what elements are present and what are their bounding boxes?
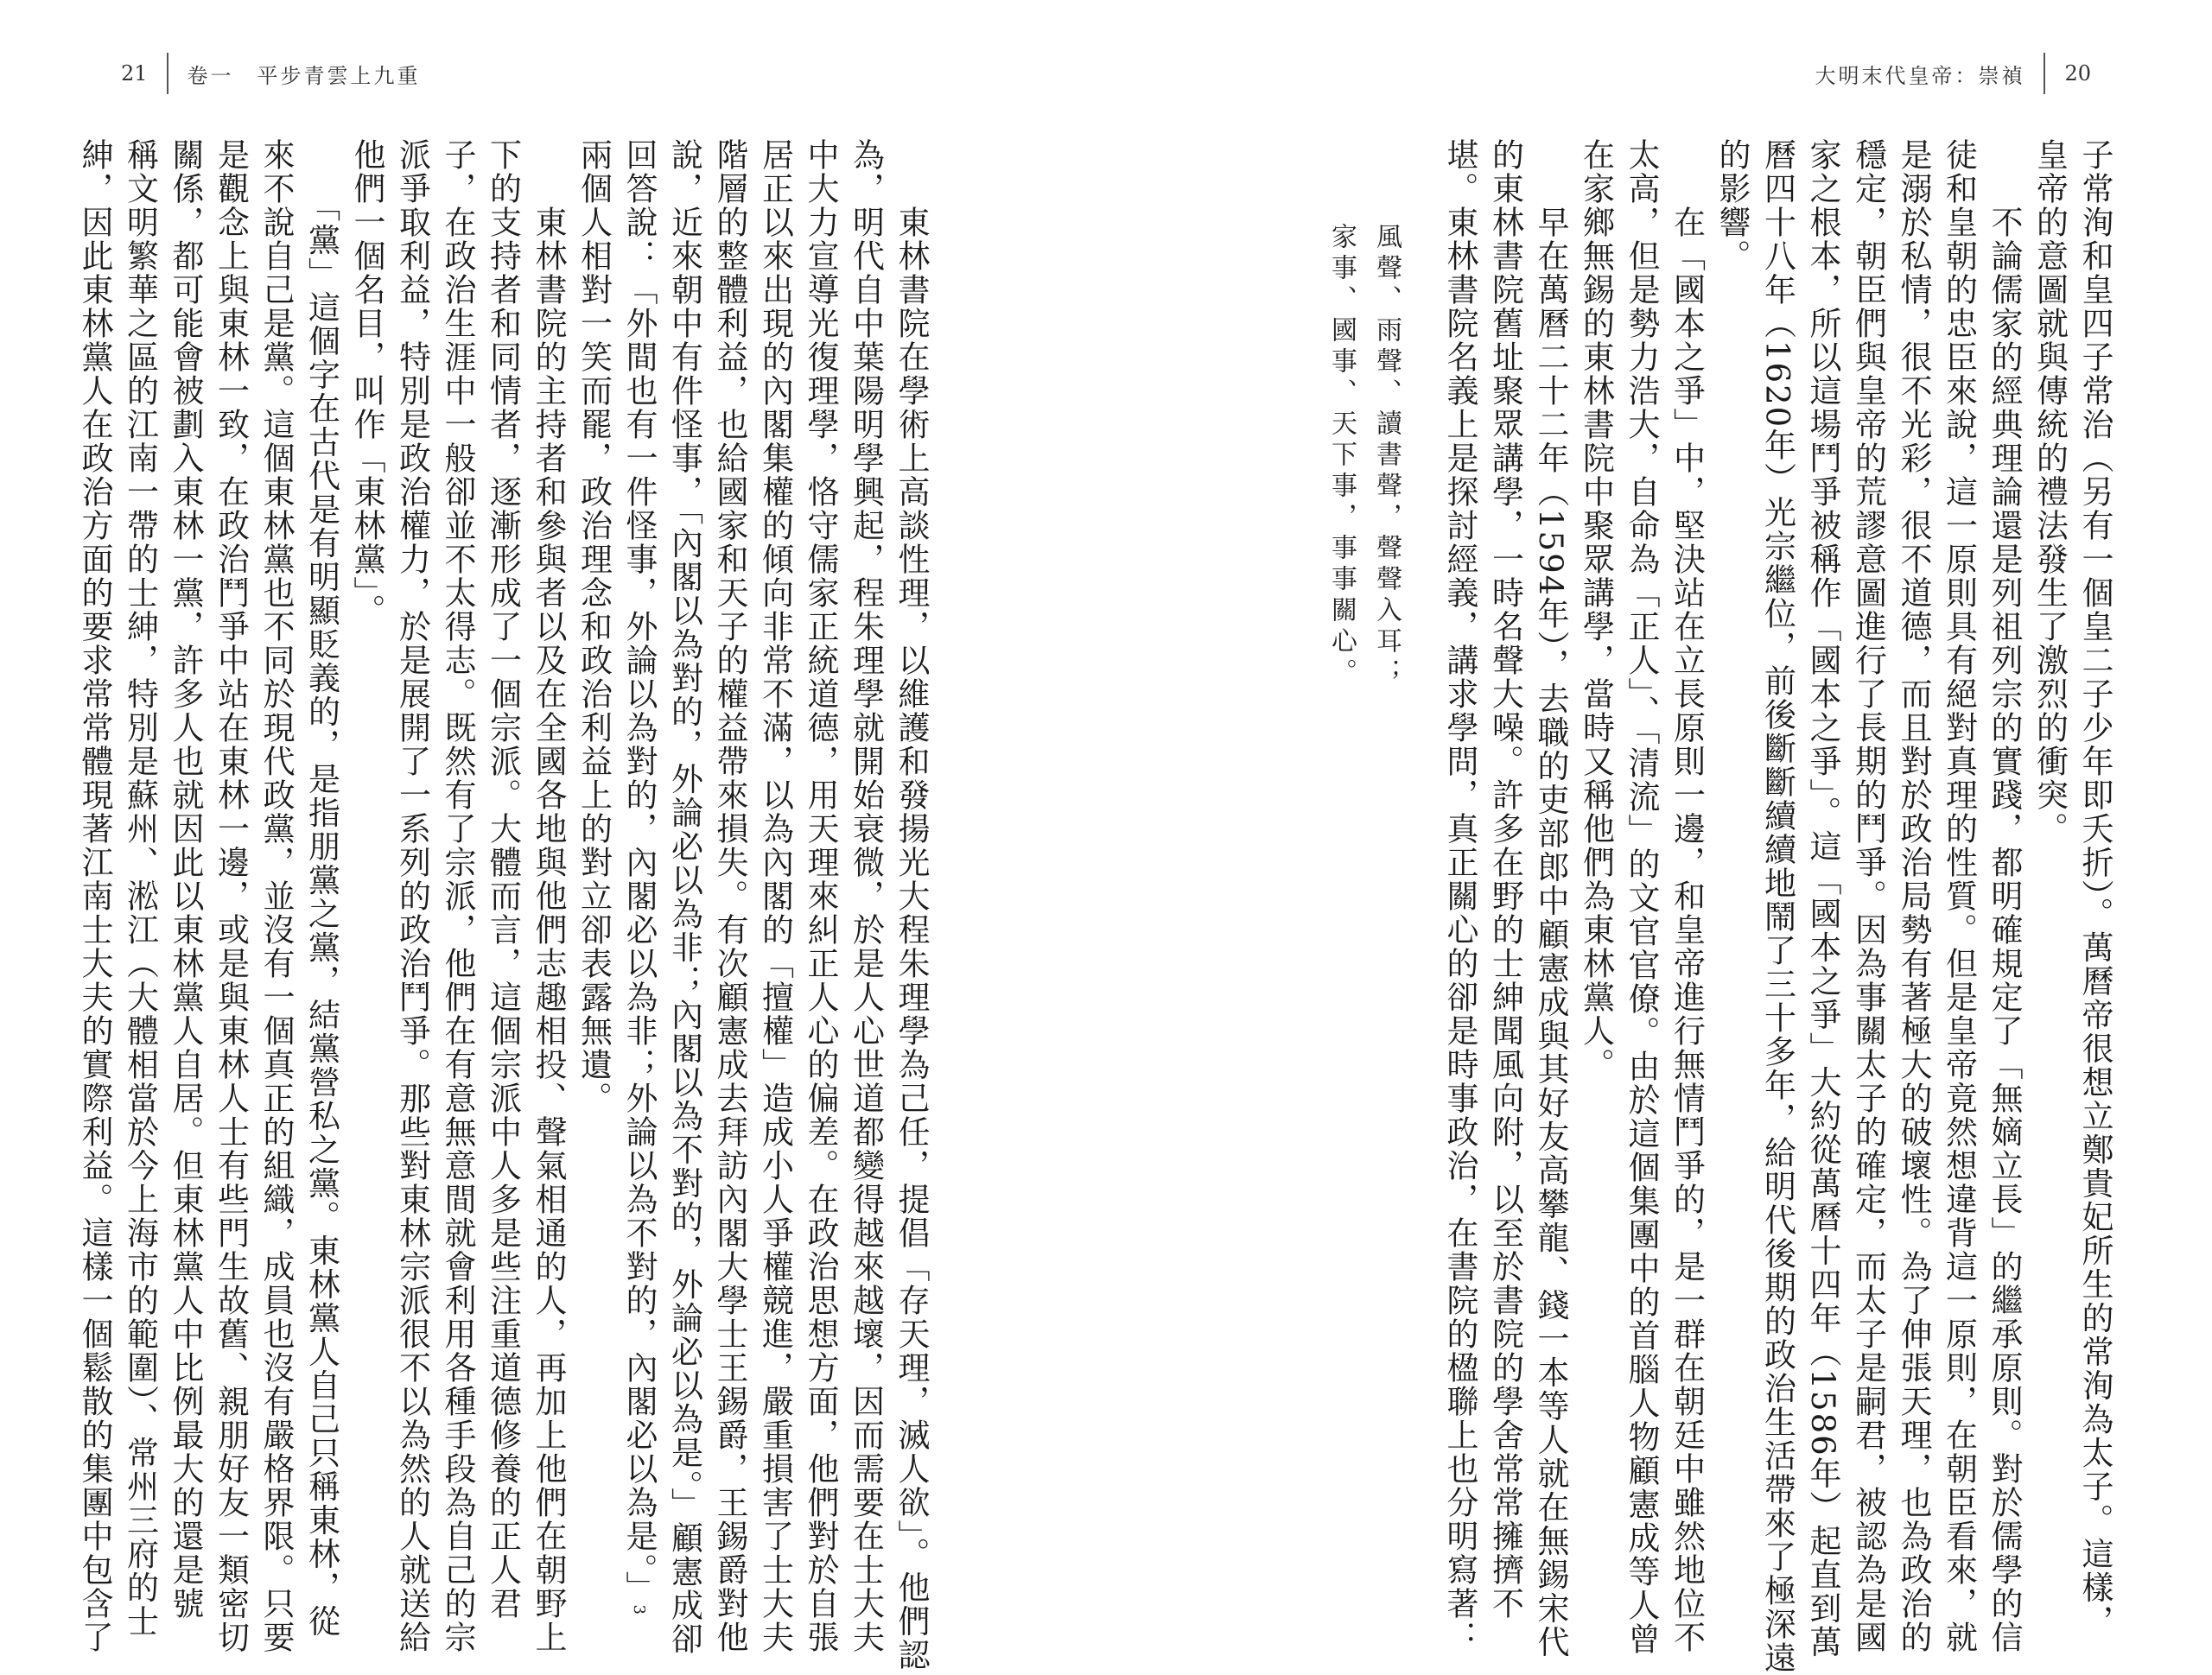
text-line: 東林書院的主持者和參與者以及在全國各地與他們志趣相投、聲氣相通的人，再加上他們在朝野上	[530, 138, 567, 1654]
page-number-right: 20	[2064, 61, 2091, 86]
text-line: 來不說自己是黨。這個東林黨也不同於現代政黨，並沒有一個真正的組織，成員也沒有嚴格界限。只要	[257, 138, 295, 1654]
text-line: 太高，但是勢力浩大，自命為「正人」、「清流」的文官官僚。由於這個集團中的首腦人物顧憲成等人曾	[1623, 138, 1660, 1656]
text-line: 東林書院在學術上高談性理，以維護和發揚光大程朱理學為己任，提倡「存天理，滅人欲」。他們認	[893, 138, 930, 1672]
text-line: 下的支持者和同情者，逐漸形成了一個宗派。大體而言，這個宗派中人多是些注重道德修養的正人君	[484, 138, 522, 1621]
text-line: 早在萬曆二十二年（1594年），去職的吏部郎中顧憲成與其好友高攀龍、錢一本等人就在無錫宋代	[1532, 138, 1569, 1659]
couplet-line: 風聲、雨聲、讀書聲，聲聲入耳；	[1371, 223, 1402, 689]
text-line: 子，在政治生涯中一般卻並不太得志。既然有了宗派，他們在有意無意間就會利用各種手段為自己的宗	[439, 138, 476, 1654]
page-number-left: 21	[121, 61, 148, 86]
text-line: 堪。東林書院名義上是探討經義，講求學問，真正關心的卻是時事政治，在書院的楹聯上也分明寫著：	[1441, 138, 1478, 1654]
text-line: 在家鄉無錫的東林書院中聚眾講學，當時又稱他們為東林黨人。	[1577, 138, 1615, 1082]
page-header-right	[1815, 52, 2091, 95]
footnote-marker: 3	[630, 1604, 648, 1615]
text-line: 「黨」這個字在古代是有明顯貶義的，是指朋黨之黨，結黨營私之黨。東林黨人自己只稱東林，從	[302, 138, 340, 1639]
header-divider	[167, 53, 168, 94]
text-line: 關係，都可能會被劃入東林一黨，許多人也就因此以東林黨人自居。但東林黨人中比例最大的還是號	[167, 138, 204, 1621]
text-line: 居正以來出現的內閣集權的傾向非常不滿，以為內閣的「擅權」造成小人爭權競進，嚴重損害了士大夫	[756, 138, 794, 1654]
text-line: 皇帝的意圖就與傳統的禮法發生了激烈的衝突。	[2031, 138, 2069, 846]
text-line: 稱文明繁華之區的江南一帶的士紳，特別是蘇州、淞江（大體相當於今上海市的範圍）、常州三府的士	[121, 138, 159, 1639]
text-line: 為，明代自中葉陽明學興起，程朱理學就開始衰微，於是人心世道都變得越來越壞，因而需要在士大夫	[847, 138, 885, 1654]
text-line: 是溺於私情，很不光彩，很不道德，而且對於政治局勢有著極大的破壞性。為了伸張天理，也為政治的	[1895, 138, 1932, 1654]
text-line	[616, 138, 662, 1615]
text-line: 穩定，朝臣們與皇帝的荒謬意圖進行了長期的鬥爭。因為事關太子的確定，而太子是嗣君，被認為是國	[1849, 138, 1887, 1654]
text-line: 徒和皇朝的忠臣來說，這一原則具有絕對真理的性質。但是皇帝竟然想違背這一原則，在朝臣看來，就	[1940, 138, 1978, 1654]
header-divider	[2044, 53, 2045, 94]
chapter-title: 卷一 平步青雲上九重	[187, 63, 421, 88]
text-line: 他們一個名目，叫作「東林黨」。	[348, 138, 385, 628]
text-line: 在「國本之爭」中，堅決站在立長原則一邊，和皇帝進行無情鬥爭的，是一群在朝廷中雖然地位不	[1668, 138, 1706, 1654]
text-line: 曆四十八年（1620年）光宗繼位，前後斷斷續續地鬧了三十多年，給明代後期的政治生活帶來了極深遠	[1758, 138, 1796, 1675]
couplet-quote	[1319, 223, 1408, 689]
text-line: 階層的整體利益，也給國家和天子的權益帶來損失。有次顧憲成去拜訪內閣大學士王錫爵，王錫爵對他	[711, 138, 748, 1654]
text-line: 中大力宣導光復理學，恪守儒家正統道德，用天理來糾正人心的偏差。在政治思想方面，他們對於自張	[802, 138, 839, 1654]
text-line: 兩個人相對一笑而罷，政治理念和政治利益上的對立卻表露無遺。	[575, 138, 613, 1115]
text-line: 的東林書院舊址聚眾講學，一時名聲大噪。許多在野的士紳聞風向附，以至於書院的學舍常常擁擠不	[1486, 138, 1524, 1621]
right-page-body	[1437, 138, 2118, 1675]
text-line: 子常洵和皇四子常治（另有一個皇二子少年即夭折）。萬曆帝很想立鄭貴妃所生的常洵為太子。這樣，	[2076, 138, 2113, 1639]
text-line: 紳，因此東林黨人在政治方面的要求常常體現著江南士大夫的實際利益。這樣一個鬆散的集團中包含了	[76, 138, 113, 1654]
text-line: 說，近來朝中有件怪事，「內閣以為對的，外論必以為非；內閣以為不對的，外論必以為是。」顧憲成卻	[665, 138, 703, 1656]
text-line: 是觀念上與東林一致，在政治鬥爭中站在東林一邊，或是與東林人士有些門生故舊、親朋好友一類密切	[212, 138, 250, 1654]
text-line: 不論儒家的經典理論還是列祖列宗的實踐，都明確規定了「無嫡立長」的繼承原則。對於儒學的信	[1986, 138, 2023, 1654]
left-page-body	[72, 138, 934, 1672]
text-line-content: 回答說：「外間也有一件怪事，外論以為對的，內閣必以為非；外論以為不對的，內閣必以為是。」	[620, 138, 658, 1605]
book-title: 大明末代皇帝：崇禎	[1815, 63, 2025, 88]
text-line: 的影響。	[1713, 138, 1751, 273]
couplet-line: 家事、國事、天下事，事事關心。	[1326, 223, 1357, 689]
text-line: 家之根本，所以這場鬥爭被稱作「國本之爭」。這「國本之爭」大約從萬曆十四年（1586年）起直到萬	[1804, 138, 1841, 1659]
page-header-left	[121, 52, 421, 95]
text-line: 派爭取利益，特別是政治權力，於是展開了一系列的政治鬥爭。那些對東林宗派很不以為然的人就送給	[393, 138, 431, 1654]
